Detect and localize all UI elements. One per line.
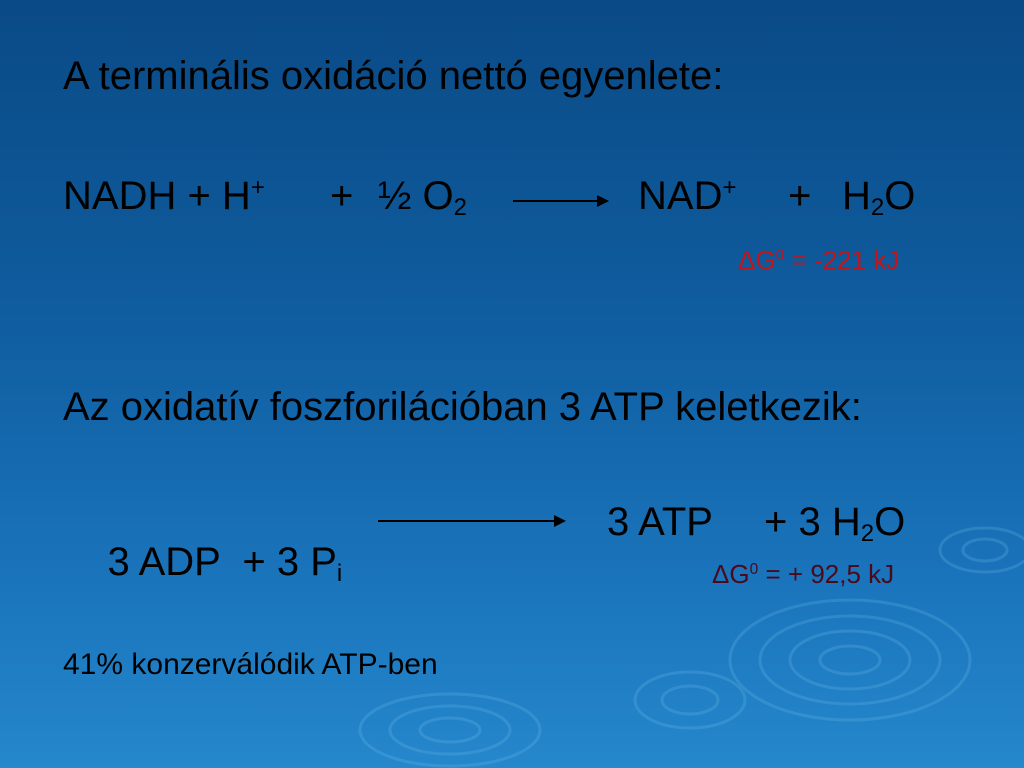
heading-oxidative-phosphorylation: Az oxidatív foszforilációban 3 ATP keletkezik: [63,385,862,429]
equation1-product-nad [638,173,737,218]
h2o-plus-coefficient: + 3 H [764,500,861,544]
equation2-product-h2o [764,500,906,547]
delta-g-1-superscript: 0 [775,246,785,264]
delta-g-1-symbol: ΔG [738,245,776,275]
o2-subscript: 2 [453,194,467,221]
nad-text: NAD [638,174,723,218]
equation1-product-h2o [842,174,916,221]
adp-pi-text: 3 ADP + 3 P [107,540,337,584]
h2o-o: O [884,174,916,218]
delta-g-1-value: = -221 kJ [784,245,900,275]
nad-charge: + [722,173,737,201]
h2o-o-2: O [874,500,906,544]
equation1-plus-1: + [330,174,354,218]
delta-g-2 [712,561,894,587]
pi-subscript: i [336,560,343,587]
equation1-plus-2: + [788,174,812,218]
nadh-charge: + [250,173,265,201]
equation1-arrow [513,200,607,202]
h2o-h: H [842,174,871,218]
delta-g-2-value: = + 92,5 kJ [758,559,895,589]
nadh-text: NADH + H [63,174,251,218]
delta-g-2-superscript: 0 [749,560,759,578]
o2-text: ½ O [378,174,454,218]
equation2-arrow [378,520,564,522]
footer-conservation-note: 41% konzerválódik ATP-ben [63,648,438,681]
h2o-subscript-2: 2 [860,520,875,547]
delta-g-1 [738,247,899,273]
equation2-reactants [63,502,342,622]
heading-terminal-oxidation: A terminális oxidáció nettó egyenlete: [63,54,724,98]
h2o-subscript: 2 [870,194,885,221]
equation1-reactant-nadh [63,173,265,218]
equation2-product-atp: 3 ATP [607,500,713,544]
equation1-reactant-o2 [378,174,467,221]
delta-g-2-symbol: ΔG [712,559,750,589]
